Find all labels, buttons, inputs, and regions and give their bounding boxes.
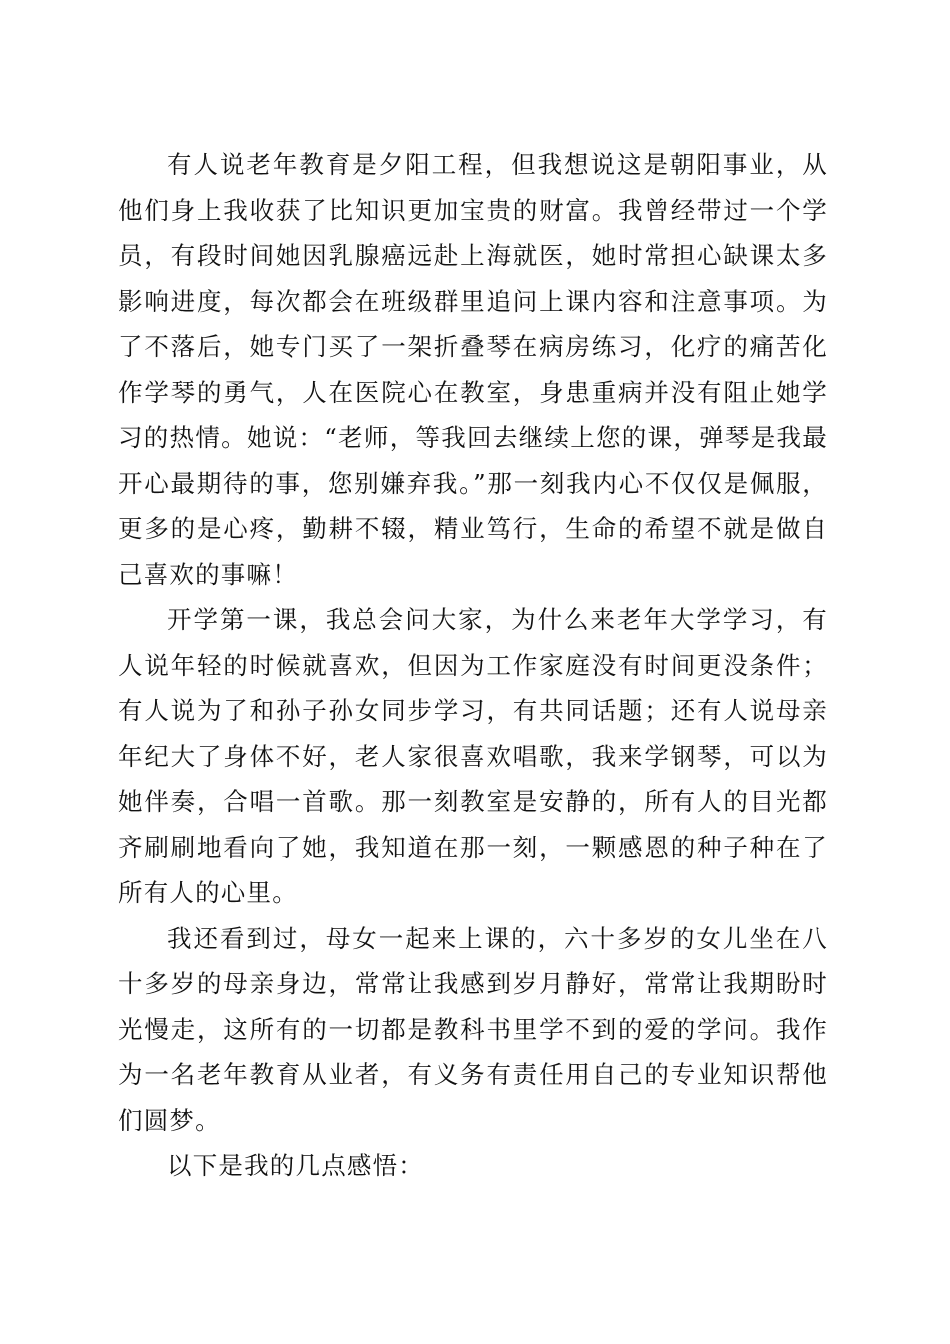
paragraph-first-lesson: 开学第一课，我总会问大家，为什么来老年大学学习，有人说年轻的时候就喜欢，但因为工作家庭没有时间更没条件；有人说为了和孙子孙女同步学习，有共同话题；还有人说母亲年纪大了身体不好，老人家很喜欢唱歌，我来学钢琴，可以为她伴奏，合唱一首歌。那一刻教室是安静的，所有人的目光都齐刷刷地看向了她，我知道在那一刻，一颗感恩的种子种在了所有人的心里。 <box>118 605 828 907</box>
document-body <box>118 142 828 1189</box>
paragraph-reflections-intro: 以下是我的几点感悟： <box>167 1151 424 1180</box>
paragraph-mother-daughter: 我还看到过，母女一起来上课的，六十多岁的女儿坐在八十多岁的母亲身边，常常让我感到岁月静好，常常让我期盼时光慢走，这所有的一切都是教科书里学不到的爱的学问。我作为一名老年教育从业者，有义务有责任用自己的专业知识帮他们圆梦。 <box>118 923 828 1135</box>
paragraph-student-story: 有人说老年教育是夕阳工程，但我想说这是朝阳事业，从他们身上我收获了比知识更加宝贵的财富。我曾经带过一个学员，有段时间她因乳腺癌远赴上海就医，她时常担心缺课太多影响进度，每次都会在班级群里追问上课内容和注意事项。为了不落后，她专门买了一架折叠琴在病房练习，化疗的痛苦化作学琴的勇气，人在医院心在教室，身患重病并没有阻止她学习的热情。她说：“老师，等我回去继续上您的课，弹琴是我最开心最期待的事，您别嫌弃我。”那一刻我内心不仅仅是佩服，更多的是心疼，勤耕不辍，精业笃行，生命的希望不就是做自己喜欢的事嘛！ <box>118 150 828 589</box>
